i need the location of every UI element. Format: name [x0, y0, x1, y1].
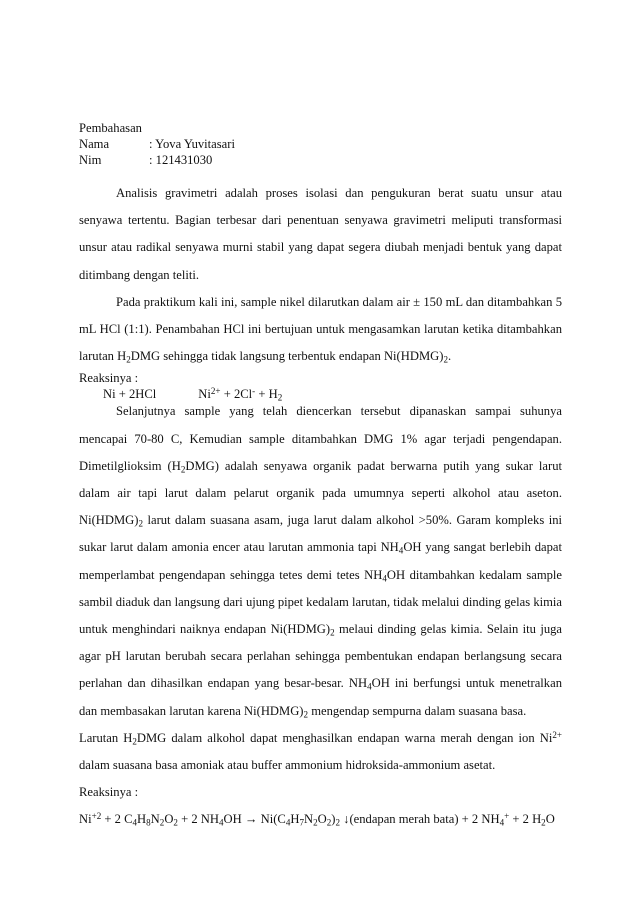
nim-value: : 121431030 [149, 153, 213, 167]
name-row [79, 136, 235, 152]
reaction-equation-2: $Ni^{+2} + 2$ $C_4H_8N_2O_2 + 2$ $NH_4OH \to Ni(C_4H_7N_2O_2)_2$ ↓(endapan merah bata) + 2 $NH_4^+ + 2$ $H_2O$ [79, 811, 555, 828]
paragraph-4: Larutan $H_2DMG$ dalam alkohol dapat menghasilkan endapan warna merah dengan ion $Ni^{2+}$ dalam suasana basa amoniak atau buffer ammonium hidroksida-ammonium asetat. [79, 729, 562, 773]
name-label: Nama [79, 137, 110, 151]
reaksi-label-2: Reaksinya : [79, 785, 139, 800]
name-value: : Yova Yuvitasari [149, 137, 235, 151]
body-text [79, 180, 562, 834]
paragraph-1: Analisis gravimetri adalah proses isolasi dan pengukuran berat suatu unsur atau senyawa tertentu. Bagian terbesar dari penentuan senyawa gravimetri meliputi transformasi unsur atau radikal senyawa murni stabil yang dapat segera diubah menjadi bentuk yang dapat ditimbang dengan teliti. [79, 186, 562, 282]
nim-row [79, 152, 212, 168]
paragraph-2: Pada praktikum kali ini, sample nikel dilarutkan dalam air ± 150 mL dan ditambahkan 5 mL HCl (1:1). Penambahan HCl ini bertujuan untuk mengasamkan larutan ketika ditambahkan larutan $H_2DMG$ sehingga tidak langsung terbentuk endapan $Ni(HDMG)_2$. [79, 294, 562, 365]
reaksi-label-1: Reaksinya : [79, 371, 139, 386]
nim-label: Nim [79, 153, 102, 167]
paragraph-3: Selanjutnya sample yang telah diencerkan tersebut dipanaskan sampai suhunya mencapai 70-80 C, Kemudian sample ditambahkan DMG 1% agar terjadi pengendapan. Dimetilglioksim $(H_2DMG)$ adalah senyawa organik padat berwarna putih yang sukar larut dalam air tapi larut dalam pelarut organik pada umumnya seperti alkohol atau aseton. $Ni(HDMG)_2$ larut dalam suasana asam, juga larut dalam alkohol >50%. Garam kompleks ini sukar larut dalam amonia encer atau larutan ammonia tapi $NH_4OH$ yang sangat berlebih dapat memperlambat pengendapan sehingga tetes demi tetes $NH_4OH$ ditambahkan kedalam sample sambil diaduk dan langsung dari ujung pipet kedalam larutan, tidak melalui dinding gelas kimia untuk menghindari naiknya endapan $Ni(HDMG)_2$ melaui dinding gelas kimia. Selain itu juga agar pH larutan berubah secara perlahan sehingga pembentukan endapan berlangsung secara perlahan dan dihasilkan endapan yang besar-besar. $NH_4OH$ ini berfungsi untuk menetralkan dan membasakan larutan karena $Ni(HDMG)_2$ mengendap sempurna dalam suasana basa. [79, 404, 563, 719]
section-title: Pembahasan [79, 121, 142, 135]
reaction-equation-1: Ni + 2HCl $Ni^{2+} + 2Cl^- + H_2$ [103, 386, 283, 403]
